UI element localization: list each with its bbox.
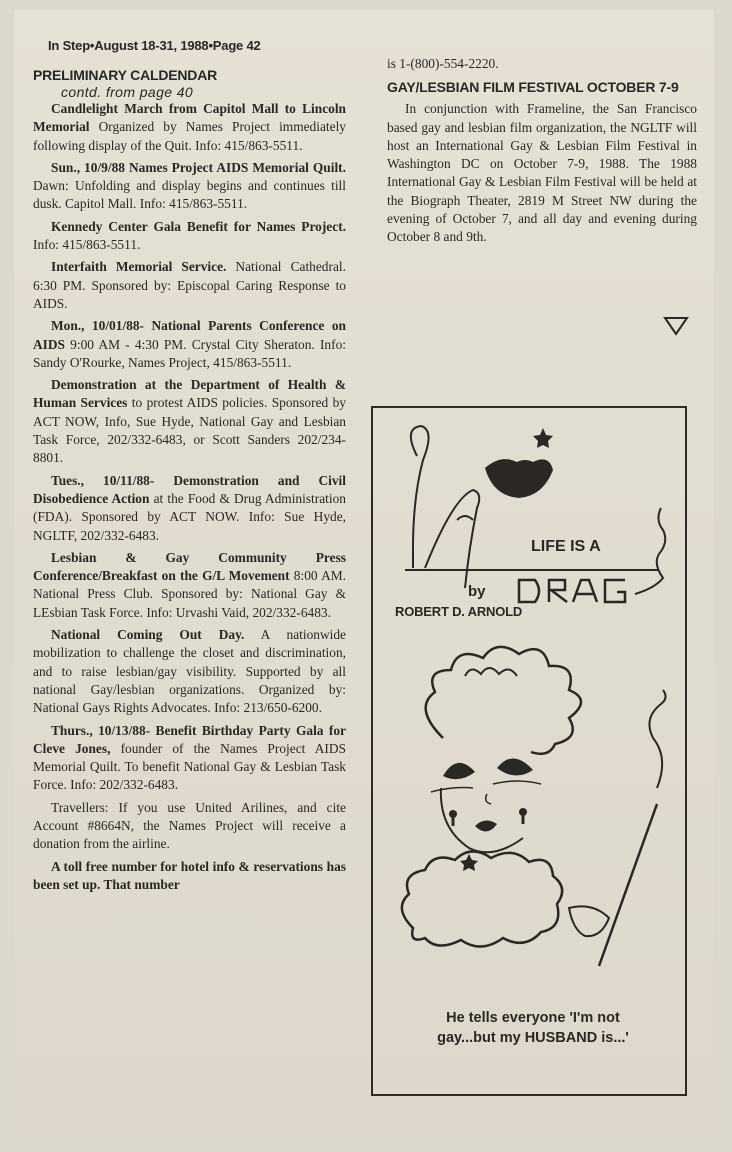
calendar-entry (33, 317, 346, 372)
mouth (475, 820, 497, 831)
festival-body: In conjunction with Frameline, the San Francisco based gay and lesbian film organization, the NGLTF will host an International Gay & Lesbian Film Festival in Washington DC on October 7-9, 1988. The 1988 International Gay & Lesbian Film Festival will be held at the Biograph Theater, 2819 M Street NW during the evening of October 7, and all day and evening during October 8 and 9th. (387, 101, 697, 245)
calendar-entry (33, 159, 346, 214)
entry-lead: Lesbian & Gay Community Press Conference/Breakfast on the G/L Movement (33, 549, 346, 584)
festival-title: GAY/LESBIAN FILM FESTIVAL OCTOBER 7-9 (387, 79, 679, 96)
calendar-entry (33, 258, 346, 313)
calendar-column (33, 67, 346, 898)
calendar-entries (33, 100, 346, 894)
entry-lead: Mon., 10/01/88- National Parents Conference on AIDS (33, 318, 346, 352)
continued-note: contd. from page 40 (61, 84, 194, 100)
calendar-entry (33, 100, 346, 155)
entry-text: A nationwide mobilization to challenge the closet and discrimination, and to raise lesbian/gay visibility. Supported by all national Gay/lesbian organizations. Organized by: National Gays Rights Advocates. Info: 213/650-6200. (33, 627, 346, 716)
hand (569, 906, 609, 936)
lips-icon (485, 459, 553, 498)
entry-lead: Kennedy Center Gala Benefit for Names Project. (51, 218, 346, 234)
by-label: by (468, 583, 486, 600)
entry-text: to protest AIDS policies. Sponsored by ACT NOW, Info, Sue Hyde, National Gay and Lesbian Task Force, 202/332-6483, or Scott Sanders 202/234-8801. (33, 395, 347, 466)
entry-text: Travellers: If you use United Arilines, and cite Account #8664N, the Names Project will receive a donation from the airline. (33, 799, 346, 852)
entry-text: 9:00 AM - 4:30 PM. Crystal City Sheraton. Info: Sandy O'Rourke, Names Project, 415/863-5511. (33, 336, 346, 370)
hair-curls (426, 647, 581, 754)
feather-boa (402, 851, 562, 946)
calendar-entry (33, 858, 346, 895)
logo-letter-a (425, 490, 479, 588)
logo-life-is-a: LIFE IS A (531, 538, 601, 555)
smoke (649, 690, 665, 788)
calendar-entry (33, 549, 346, 622)
calendar-title: PRELIMINARY CALDENDAR (33, 67, 218, 83)
entry-lead: A toll free number for hotel info & reservations has been set up. That number (33, 858, 346, 892)
entry-text: Dawn: Unfolding and display begins and continues till dusk. Capitol Mall. Info: 415/863-5511. (33, 178, 346, 212)
calendar-entry (33, 218, 346, 255)
right-eye (497, 758, 533, 775)
calendar-entry (33, 472, 346, 545)
continued-text: is 1-(800)-554-2220. (387, 56, 499, 71)
author-name: ROBERT D. ARNOLD (395, 604, 523, 619)
comic-illustration (373, 408, 685, 1094)
entry-text: 8:00 AM. National Press Club. Sponsored by: National Gay & LEsbian Task Force. Info: Urvashi Vaid, 202/332-6483. (33, 568, 346, 620)
cigarette-holder (599, 804, 657, 966)
end-triangle-icon (663, 316, 689, 336)
right-column (387, 55, 697, 247)
entry-lead: Interfaith Memorial Service. (51, 259, 227, 275)
comic-strip-box (371, 406, 687, 1096)
entry-lead: Candlelight March from Capitol Mall to Lincoln Memorial (33, 101, 346, 135)
entry-lead: Sun., 10/9/88 Names Project AIDS Memorial Quilt. (51, 159, 346, 175)
page-header: In Step•August 18-31, 1988•Page 42 (48, 38, 261, 53)
entry-text: Organized by Names Project immediately following display of the Quit. Info: 415/863-5511. (33, 119, 346, 153)
entry-text: founder of the Names Project AIDS Memorial Quilt. To benefit National Gay & Lesbian Task Force. Info: 202/332-6483. (33, 740, 346, 793)
star-icon (533, 428, 553, 448)
squiggle (635, 508, 665, 594)
calendar-entry (33, 799, 346, 854)
drag-logo-word (519, 580, 625, 602)
left-eye (443, 763, 475, 779)
entry-text: Info: 415/863-5511. (33, 237, 141, 253)
entry-text: National Cathedral. 6:30 PM. Sponsored by: Episcopal Caring Response to AIDS. (33, 259, 346, 311)
entry-text: at the Food & Drug Administration (FDA). Sponsored by ACT NOW. Info: Sue Hyde, NGLTF, 202/332-6483. (33, 490, 346, 543)
cartoon-caption: He tells everyone 'I'm not gay...but my HUSBAND is...' (437, 1010, 629, 1046)
calendar-entry (33, 626, 346, 717)
logo-swirl (411, 426, 429, 568)
entry-lead: Thurs., 10/13/88- Benefit Birthday Party Gala for Cleve Jones, (33, 722, 346, 756)
entry-lead: Demonstration at the Department of Health & Human Services (33, 377, 346, 411)
entry-lead: National Coming Out Day. (51, 627, 245, 643)
star-icon (460, 854, 478, 871)
entry-lead: Tues., 10/11/88- Demonstration and Civil Disobedience Action (33, 472, 346, 506)
calendar-entry (33, 376, 346, 467)
calendar-entry (33, 722, 346, 795)
